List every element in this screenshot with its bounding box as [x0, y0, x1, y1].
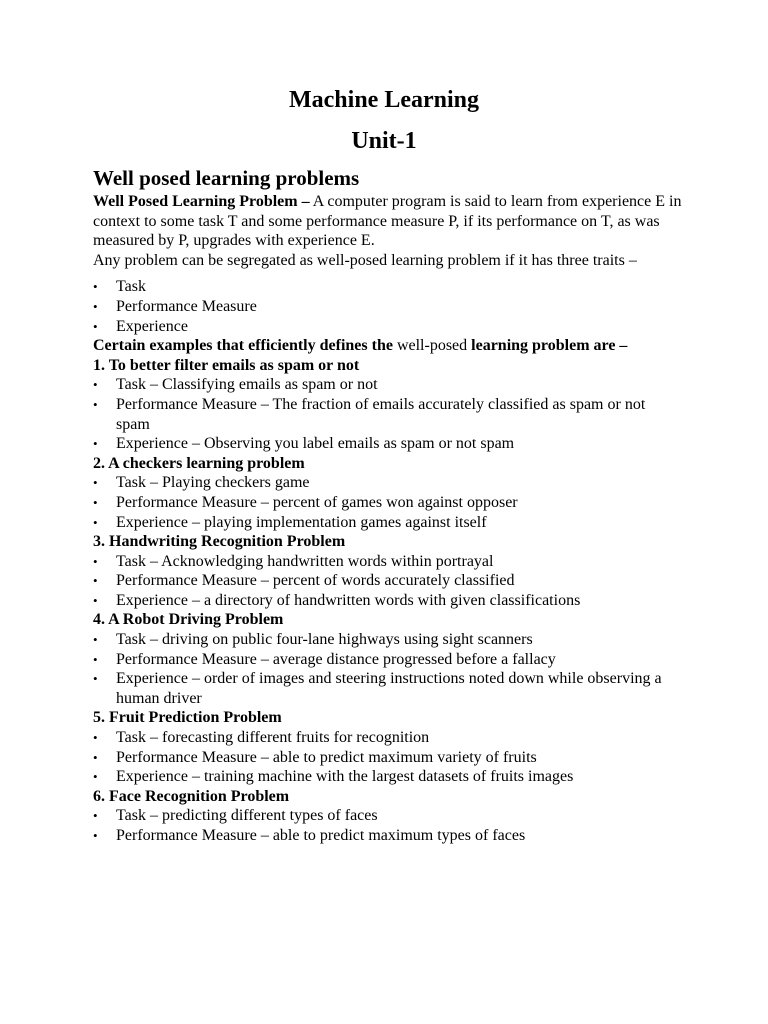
- list-item: • Task – driving on public four-lane highways using sight scanners: [93, 630, 683, 650]
- definition-paragraph: [93, 192, 683, 251]
- list-item: • Performance Measure – average distance progressed before a fallacy: [93, 650, 683, 670]
- examples-intro-normal: well-posed: [392, 337, 472, 355]
- list-item: • Performance Measure: [93, 297, 683, 317]
- traits-list: [93, 277, 683, 336]
- list-item: • Task – Acknowledging handwritten words within portrayal: [93, 552, 683, 572]
- examples-intro-bold: Certain examples that efficiently defines the: [93, 337, 393, 355]
- list-item: • Experience – order of images and steering instructions noted down while observing a human driver: [93, 669, 683, 708]
- example-list: [93, 630, 683, 708]
- example-list: [93, 806, 683, 845]
- list-item: • Performance Measure – able to predict maximum variety of fruits: [93, 748, 683, 768]
- example-heading: 4. A Robot Driving Problem: [93, 611, 284, 629]
- example-list: [93, 473, 683, 532]
- example-heading: 5. Fruit Prediction Problem: [93, 709, 282, 727]
- list-item: • Performance Measure – able to predict maximum types of faces: [93, 826, 683, 846]
- list-item: • Experience – training machine with the largest datasets of fruits images: [93, 767, 683, 787]
- examples-intro-bold: learning problem are –: [471, 337, 628, 355]
- intro-paragraph: Any problem can be segregated as well-posed learning problem if it has three traits –: [93, 251, 637, 269]
- list-item: • Performance Measure – percent of games won against opposer: [93, 493, 683, 513]
- example-list: [93, 728, 683, 787]
- list-item: • Experience: [93, 317, 683, 337]
- example-heading: 1. To better filter emails as spam or not: [93, 356, 360, 374]
- unit-title: Unit-1: [351, 128, 417, 154]
- list-item: • Performance Measure – percent of words accurately classified: [93, 571, 683, 591]
- list-item: • Task – forecasting different fruits for recognition: [93, 728, 683, 748]
- list-item: • Task: [93, 277, 683, 297]
- example-list: [93, 552, 683, 611]
- list-item: • Task – Playing checkers game: [93, 473, 683, 493]
- list-item: • Experience – playing implementation games against itself: [93, 513, 683, 533]
- list-item: • Performance Measure – The fraction of emails accurately classified as spam or not spam: [93, 395, 683, 434]
- definition-label: Well Posed Learning Problem –: [93, 193, 310, 210]
- examples-intro: [93, 336, 683, 356]
- document-title: Machine Learning: [289, 87, 479, 113]
- list-item: • Task – Classifying emails as spam or not: [93, 375, 683, 395]
- example-list: [93, 375, 683, 453]
- example-heading: 2. A checkers learning problem: [93, 454, 305, 472]
- example-heading: 6. Face Recognition Problem: [93, 787, 290, 805]
- list-item: • Experience – Observing you label emails as spam or not spam: [93, 434, 683, 454]
- document-body: [93, 164, 683, 846]
- definition-text: A computer program is said to learn from experience E in context to some task T and some performance measure P, if its performance on T, as was measured by P, upgrades with experience E.: [93, 193, 682, 250]
- section-heading: Well posed learning problems: [93, 166, 360, 190]
- example-heading: 3. Handwriting Recognition Problem: [93, 533, 346, 551]
- list-item: • Experience – a directory of handwritten words with given classifications: [93, 591, 683, 611]
- list-item: • Task – predicting different types of faces: [93, 806, 683, 826]
